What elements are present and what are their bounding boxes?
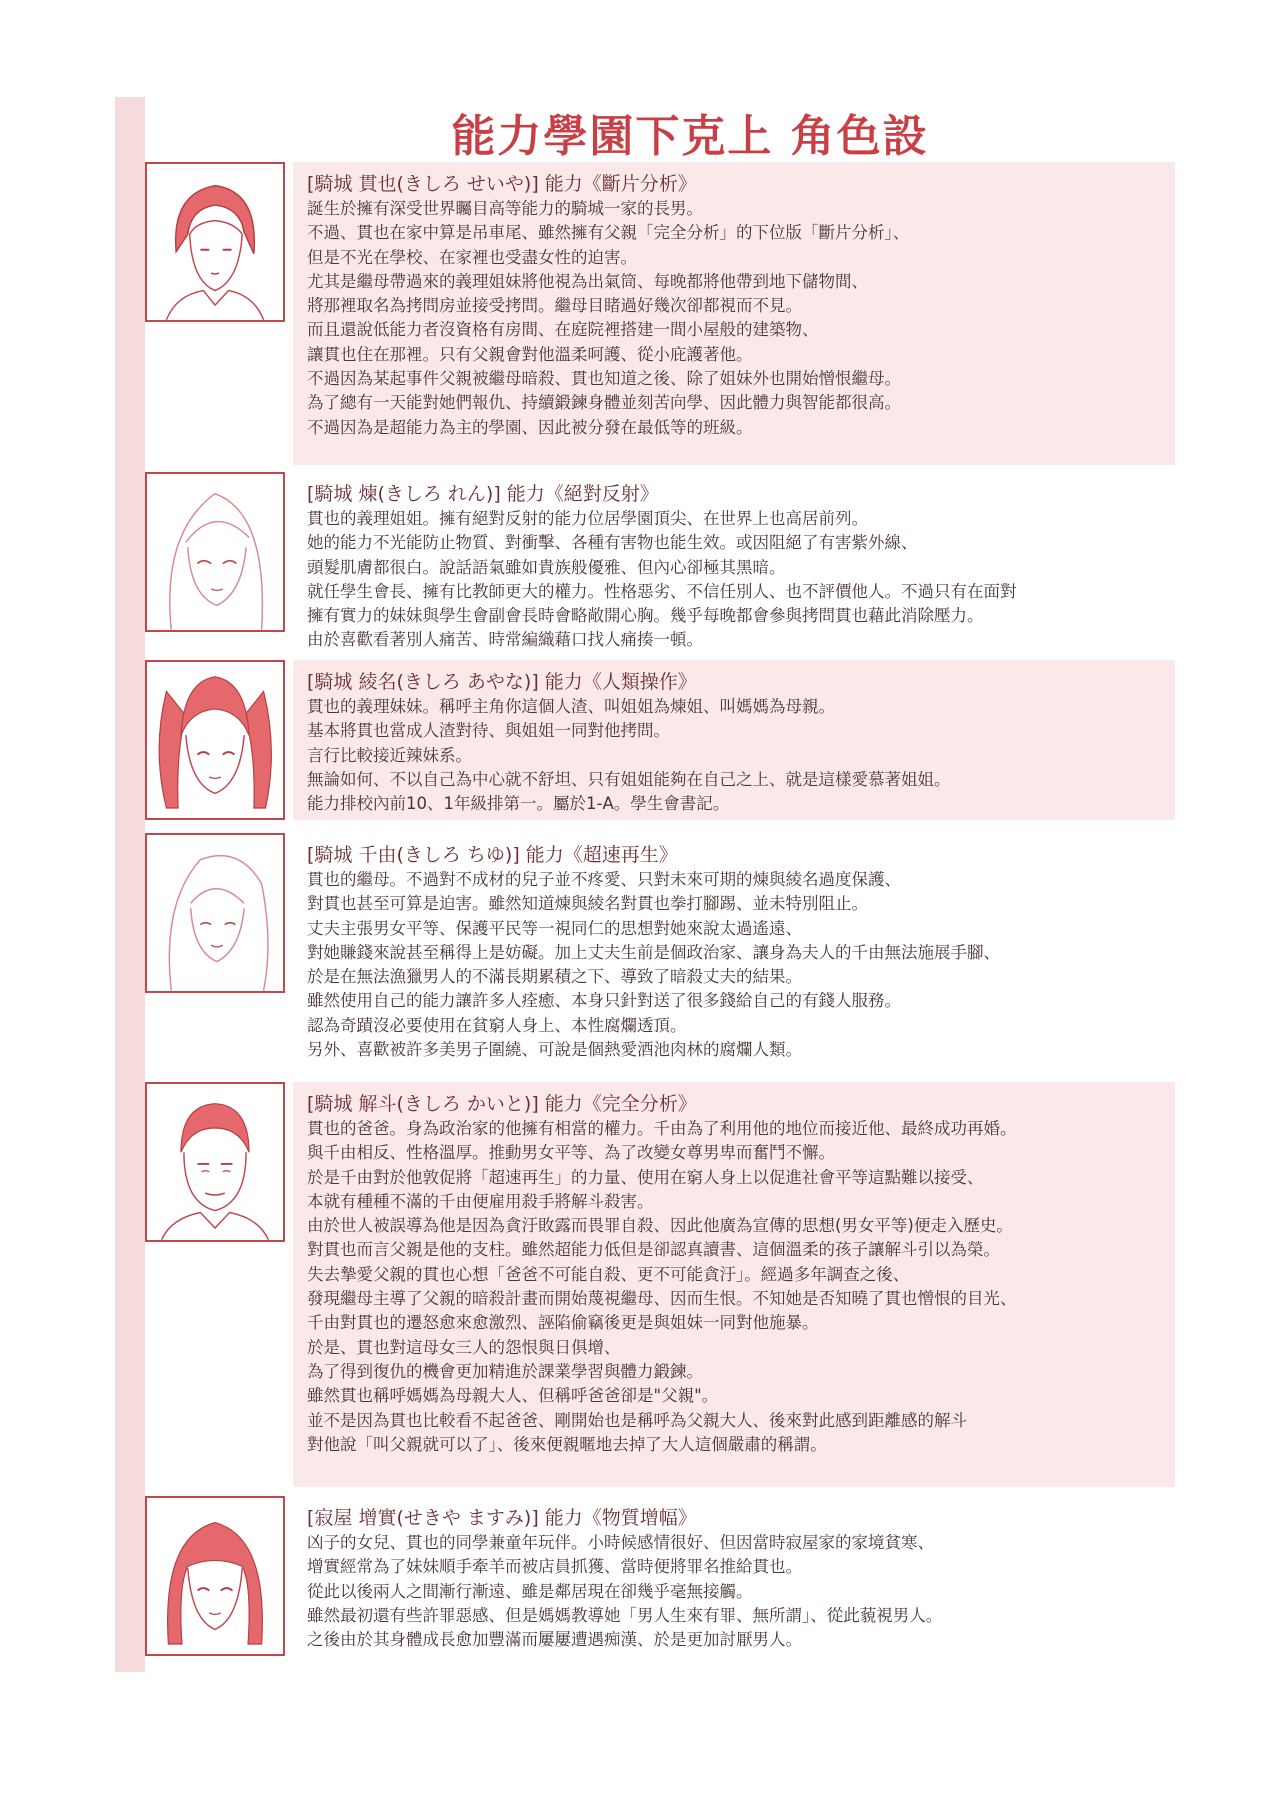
portrait-long-haired-girl — [145, 472, 285, 632]
text-line: 但是不光在學校、在家裡也受盡女性的迫害。 — [307, 247, 637, 267]
text-line: 於是在無法漁獵男人的不滿長期累積之下、導致了暗殺丈夫的結果。 — [307, 967, 802, 987]
character-heading: [寂屋 增實(せきや ますみ)] 能力《物質增幅》 — [307, 1507, 697, 1529]
text-line: 認為奇蹟沒必要使用在貧窮人身上、本性腐爛透頂。 — [307, 1015, 687, 1035]
text-line: 本就有種種不滿的千由便雇用殺手將解斗殺害。 — [307, 1191, 654, 1211]
side-strip — [115, 97, 145, 1672]
character-heading: [騎城 貫也(きしろ せいや)] 能力《斷片分析》 — [307, 173, 697, 195]
text-line: 並不是因為貫也比較看不起爸爸、剛開始也是稱呼為父親大人、後來對此感到距離感的解斗 — [307, 1410, 967, 1430]
text-line: 於是、貫也對這母女三人的怨恨與日俱增、 — [307, 1337, 621, 1357]
text-line: 不過、貫也在家中算是吊車尾、雖然擁有父親「完全分析」的下位版「斷片分析」、 — [307, 223, 910, 243]
text-line: 不過因為是超能力為主的學園、因此被分發在最低等的班級。 — [307, 417, 753, 437]
character-card — [145, 1496, 1175, 1671]
card-text — [307, 1506, 1167, 1652]
text-line: 為了總有一天能對她們報仇、持續鍛鍊身體並刻苦向學、因此體力與智能都很高。 — [307, 393, 901, 413]
character-heading: [騎城 千由(きしろ ちゆ)] 能力《超速再生》 — [307, 844, 678, 866]
portrait-bob-haired-girl — [145, 1496, 285, 1656]
text-line: 發現繼母主導了父親的暗殺計畫而開始蔑視繼母、因而生恨。不知她是否知曉了貫也憎恨的目光、 — [307, 1289, 1017, 1309]
text-line: 就任學生會長、擁有比教師更大的權力。性格惡劣、不信任別人、也不評價他人。不過只有在面對 — [307, 581, 1017, 601]
portrait-mature-woman — [145, 833, 285, 993]
page-title: 能力學園下克上 角色設 — [451, 111, 929, 162]
character-card — [145, 162, 1175, 465]
text-line: 對貫也甚至可算是迫害。雖然知道煉與綾名對貫也拳打腳踢、並未特別阻止。 — [307, 894, 868, 914]
text-line: 另外、喜歡被許多美男子圍繞、可說是個熱愛酒池肉林的腐爛人類。 — [307, 1040, 802, 1060]
card-text — [307, 843, 1167, 1062]
text-line: 對貫也而言父親是他的支柱。雖然超能力低但是卻認真讀書、這個溫柔的孩子讓解斗引以為榮。 — [307, 1240, 1000, 1260]
portrait-twin-tail-girl — [145, 660, 285, 820]
text-line: 貫也的爸爸。身為政治家的他擁有相當的權力。千由為了利用他的地位而接近他、最終成功再婚。 — [307, 1119, 1017, 1138]
text-line: 尤其是繼母帶過來的義理姐妹將他視為出氣筒、每晚都將他帶到地下儲物間、 — [307, 271, 868, 291]
card-text — [307, 670, 1167, 816]
text-line: 而且還說低能力者沒資格有房間、在庭院裡搭建一間小屋般的建築物、 — [307, 320, 819, 340]
text-line: 貫也的繼母。不過對不成材的兒子並不疼愛、只對未來可期的煉與綾名過度保護、 — [307, 870, 901, 889]
text-line: 將那裡取名為拷問房並接受拷問。繼母目睹過好幾次卻都視而不見。 — [307, 296, 802, 316]
text-line: 千由對貫也的遷怒愈來愈激烈、誣陷偷竊後更是與姐妹一同對他施暴。 — [307, 1313, 819, 1333]
text-line: 雖然貫也稱呼媽媽為母親大人、但稱呼爸爸卻是"父親"。 — [307, 1386, 719, 1406]
character-card — [145, 660, 1175, 820]
text-line: 對他說「叫父親就可以了」、後來便親暱地去掉了大人這個嚴肅的稱謂。 — [307, 1434, 827, 1454]
text-line: 雖然使用自己的能力讓許多人痊癒、本身只針對送了很多錢給自己的有錢人服務。 — [307, 991, 901, 1011]
text-line: 能力排校內前10、1年級排第一。屬於1-A。學生會書記。 — [307, 794, 730, 814]
text-line: 失去摯愛父親的貫也心想「爸爸不可能自殺、更不可能貪汙」。經過多年調查之後、 — [307, 1264, 910, 1284]
character-heading: [騎城 解斗(きしろ かいと)] 能力《完全分析》 — [307, 1093, 697, 1115]
text-line: 頭髮肌膚都很白。說話語氣雖如貴族般優雅、但內心卻極其黑暗。 — [307, 557, 786, 577]
text-line: 讓貫也住在那裡。只有父親會對他溫柔呵護、從小庇護著他。 — [307, 344, 753, 364]
card-text — [307, 482, 1167, 653]
text-line: 丈夫主張男女平等、保護平民等一視同仁的思想對她來說太過遙遠、 — [307, 918, 802, 938]
character-card — [145, 833, 1175, 1078]
text-line: 擁有實力的妹妹與學生會副會長時會略敞開心胸。幾乎每晚都會參與拷問貫也藉此消除壓力。 — [307, 606, 984, 626]
text-line: 貫也的義理姐姐。擁有絕對反射的能力位居學園頂尖、在世界上也高居前列。 — [307, 509, 868, 528]
character-card — [145, 1082, 1175, 1487]
text-line: 增實經常為了妹妹順手牽羊而被店員抓獲、當時便將罪名推給貫也。 — [307, 1557, 802, 1577]
text-line: 由於喜歡看著別人痛苦、時常編織藉口找人痛揍一頓。 — [307, 630, 703, 650]
character-heading: [騎城 煉(きしろ れん)] 能力《絕對反射》 — [307, 483, 659, 505]
character-card — [145, 472, 1175, 667]
text-line: 與千由相反、性格溫厚。推動男女平等、為了改變女尊男卑而奮鬥不懈。 — [307, 1143, 835, 1163]
text-line: 雖然最初還有些許罪惡感、但是媽媽教導她「男人生來有罪、無所謂」、從此藐視男人。 — [307, 1605, 943, 1625]
portrait-older-man — [145, 1082, 285, 1242]
text-line: 無論如何、不以自己為中心就不舒坦、只有姐姐能夠在自己之上、就是這樣愛慕著姐姐。 — [307, 769, 951, 789]
text-line: 不過因為某起事件父親被繼母暗殺、貫也知道之後、除了姐妹外也開始憎恨繼母。 — [307, 369, 901, 389]
text-line: 之後由於其身體成長愈加豐滿而屢屢遭遇痴漢、於是更加討厭男人。 — [307, 1630, 802, 1650]
text-line: 基本將貫也當成人渣對待、與姐姐一同對他拷問。 — [307, 721, 670, 741]
text-line: 凶子的女兒、貫也的同學兼童年玩伴。小時候感情很好、但因當時寂屋家的家境貧寒、 — [307, 1533, 934, 1552]
text-line: 對她賺錢來說甚至稱得上是妨礙。加上丈夫生前是個政治家、讓身為夫人的千由無法施展手腳、 — [307, 942, 1000, 962]
portrait-short-haired-boy — [145, 162, 285, 322]
text-line: 為了得到復仇的機會更加精進於課業學習與體力鍛鍊。 — [307, 1361, 703, 1381]
text-line: 貫也的義理妹妹。稱呼主角你這個人渣、叫姐姐為煉姐、叫媽媽為母親。 — [307, 697, 835, 716]
text-line: 誕生於擁有深受世界矚目高等能力的騎城一家的長男。 — [307, 199, 703, 218]
text-line: 於是千由對於他敦促將「超速再生」的力量、使用在窮人身上以促進社會平等這點難以接受、 — [307, 1167, 984, 1187]
card-text — [307, 1092, 1167, 1457]
text-line: 由於世人被誤導為他是因為貪汙敗露而畏罪自殺、因此他廣為宣傳的思想(男女平等)便走入歷史。 — [307, 1216, 1013, 1236]
text-line: 她的能力不光能防止物質、對衝擊、各種有害物也能生效。或因阻絕了有害紫外線、 — [307, 533, 918, 553]
character-heading: [騎城 綾名(きしろ あやな)] 能力《人類操作》 — [307, 671, 697, 693]
text-line: 言行比較接近辣妹系。 — [307, 745, 472, 765]
card-text — [307, 172, 1167, 440]
text-line: 從此以後兩人之間漸行漸遠、雖是鄰居現在卻幾乎毫無接觸。 — [307, 1581, 753, 1601]
